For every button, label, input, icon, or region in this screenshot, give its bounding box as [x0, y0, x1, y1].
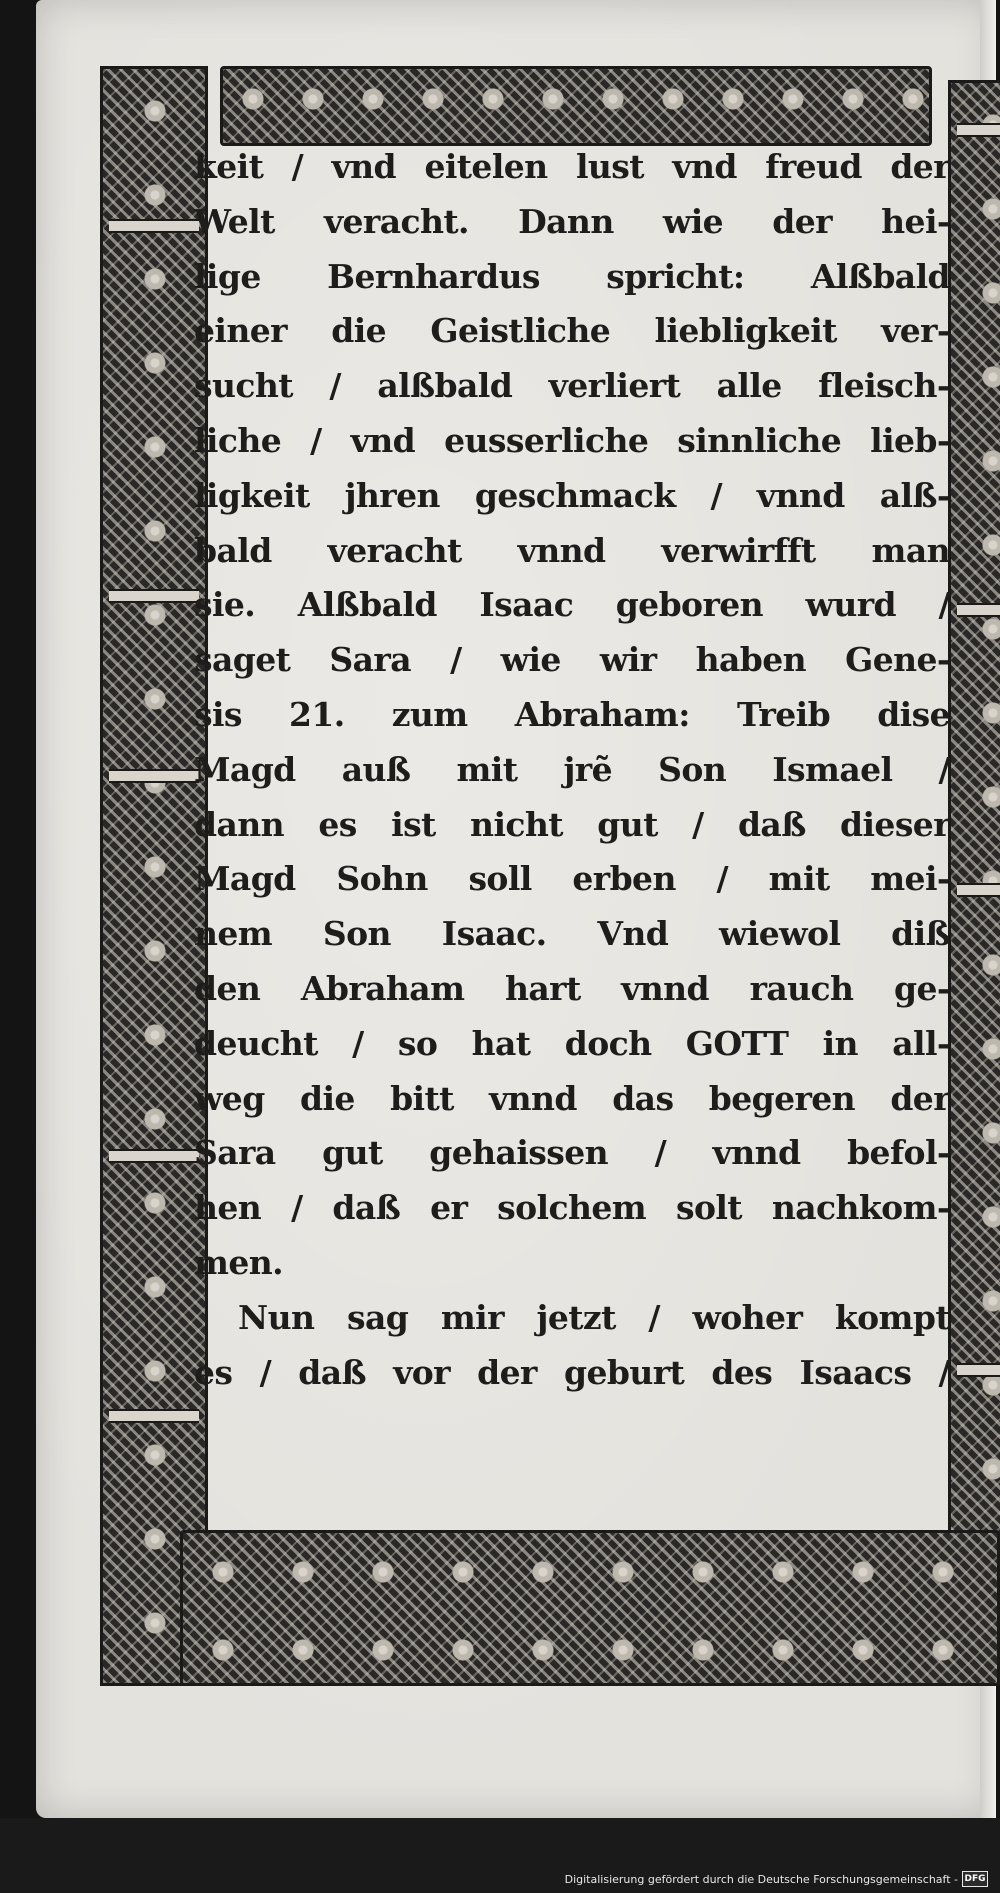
bottom-ornament-border: [180, 1530, 1000, 1686]
text-line: es / daß vor der geburt des Isaacs /: [194, 1352, 950, 1392]
digitization-credit: [565, 1871, 988, 1887]
text-line: den Abraham hart vnnd rauch ge-: [194, 968, 950, 1008]
text-line: weg die bitt vnnd das begeren der: [194, 1078, 950, 1118]
text-line: deucht / so hat doch GOTT in all-: [194, 1023, 950, 1063]
left-ornament-border: [100, 66, 208, 1686]
pillar-band: [957, 123, 1000, 137]
text-line: einer die Geistliche liebligkeit ver-: [194, 311, 950, 351]
text-line: hen / daß er solchem solt nachkom-: [194, 1188, 950, 1228]
text-line: saget Sara / wie wir haben Gene-: [194, 640, 950, 680]
text-line: men.: [194, 1242, 283, 1282]
text-line: liche / vnd eusserliche sinnliche lieb-: [194, 420, 950, 460]
pillar-band: [957, 883, 1000, 897]
pillar-band: [109, 219, 199, 233]
text-line: Magd auß mit jrẽ Son Ismael /: [194, 749, 950, 789]
text-line: dann es ist nicht gut / daß dieser: [194, 804, 950, 844]
text-line: nem Son Isaac. Vnd wiewol diß: [194, 914, 950, 954]
text-line: Sara gut gehaissen / vnnd befol-: [194, 1133, 950, 1173]
pillar-band: [109, 769, 199, 783]
credit-text: Digitalisierung gefördert durch die Deutsche Forschungsgemeinschaft -: [564, 1872, 958, 1886]
top-ornament-border: [220, 66, 932, 146]
text-line: sucht / alßbald verliert alle fleisch-: [194, 366, 950, 406]
pillar-band: [957, 1363, 1000, 1377]
dfg-logo-icon: DFG: [962, 1871, 988, 1887]
book-page: [36, 0, 996, 1818]
text-line: Nun sag mir jetzt / woher kompt: [238, 1297, 950, 1337]
pillar-band: [109, 1149, 199, 1163]
right-ornament-border: [948, 80, 1000, 1686]
text-line: sis 21. zum Abraham: Treib dise: [194, 694, 950, 734]
text-line: ligkeit jhren geschmack / vnnd alß-: [194, 475, 950, 515]
page-text: [194, 140, 950, 1550]
text-line: bald veracht vnnd verwirfft man: [194, 530, 950, 570]
text-line: sie. Alßbald Isaac geboren wurd /: [194, 585, 950, 625]
text-line: Magd Sohn soll erben / mit mei-: [194, 859, 950, 899]
pillar-band: [109, 589, 199, 603]
text-line: keit / vnd eitelen lust vnd freud der: [194, 147, 950, 186]
text-line: Welt veracht. Dann wie der hei-: [194, 201, 950, 241]
footer-bar: [0, 1818, 1000, 1893]
pillar-band: [957, 603, 1000, 617]
pillar-band: [109, 1409, 199, 1423]
text-line: lige Bernhardus spricht: Alßbald: [194, 256, 950, 296]
